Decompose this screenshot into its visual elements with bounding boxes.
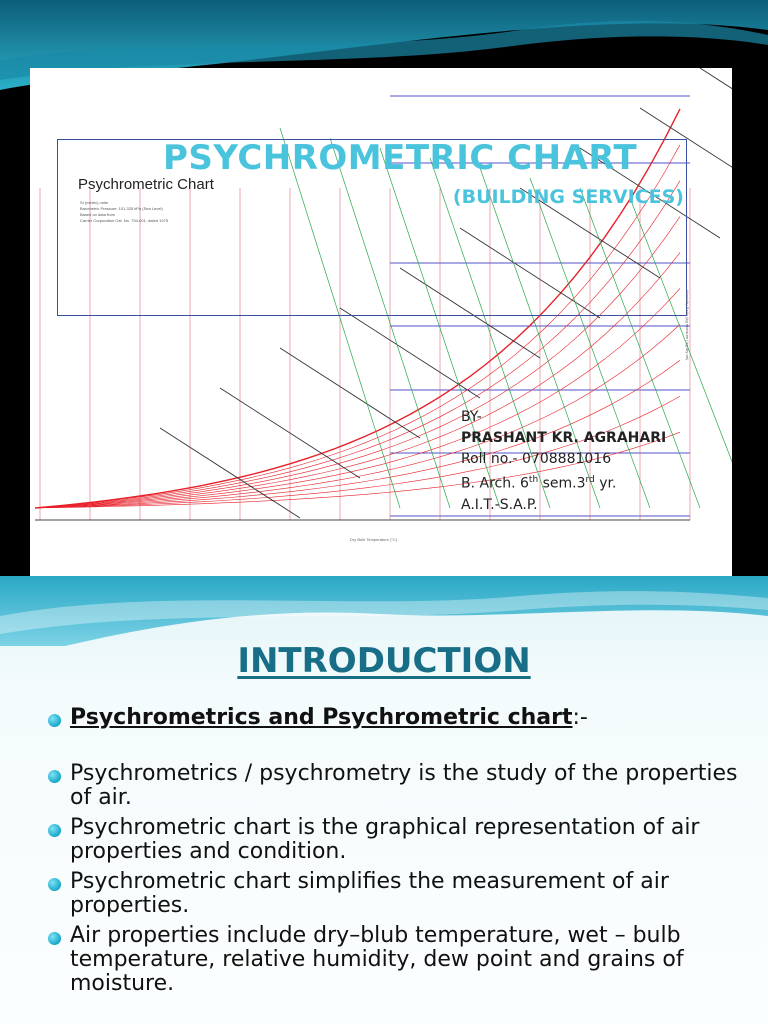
bullet-item: Air properties include dry–blub temperature, wet – bulb temperature, relative humidity, dew point and grains of moisture.: [48, 924, 748, 996]
wet-bulb-line: [280, 348, 420, 438]
inner-chart-subtitle: Barometric Pressure: 101.325 kPa (Sea Level): [80, 206, 163, 211]
bullet-item: Psychrometric chart simplifies the measurement of air properties.: [48, 870, 748, 918]
inner-chart-subtitle: Based on data from: [80, 212, 115, 217]
author-byline: [461, 407, 666, 516]
slide-title: PSYCHROMETRIC CHART: [163, 138, 638, 178]
header-wave-decoration: [0, 576, 768, 646]
bullet-list: [48, 706, 748, 1002]
inner-chart-subtitle: Carrier Corporation Cat. No. 794-001, dated 1975: [80, 218, 169, 223]
roll-number: Roll no.- 0708881016: [461, 451, 612, 467]
x-axis-label: Dry Bulb Temperature (°C): [350, 537, 398, 542]
inner-chart-subtitle: SI (metric) units: [80, 200, 109, 205]
byline-by: BY-: [461, 409, 482, 425]
author-name: PRASHANT KR. AGRAHARI: [461, 430, 667, 446]
y-axis-label: Humidity Ratio (kg moisture / kg dry air): [685, 290, 690, 361]
institute: A.I.T.-S.A.P.: [461, 496, 538, 513]
bullet-item: Psychrometric chart is the graphical representation of air properties and condition.: [48, 816, 748, 864]
introduction-heading: INTRODUCTION: [237, 641, 531, 681]
bullet-item: Psychrometrics / psychrometry is the study of the properties of air.: [48, 762, 748, 810]
inner-chart-title: Psychrometric Chart: [78, 176, 214, 193]
section-bullet: Psychrometrics and Psychrometric chart:-: [48, 706, 748, 730]
wet-bulb-line: [700, 68, 732, 158]
course-info: B. Arch. 6th sem.3rd yr.: [461, 475, 617, 492]
slide-subtitle: (BUILDING SERVICES): [452, 186, 684, 208]
